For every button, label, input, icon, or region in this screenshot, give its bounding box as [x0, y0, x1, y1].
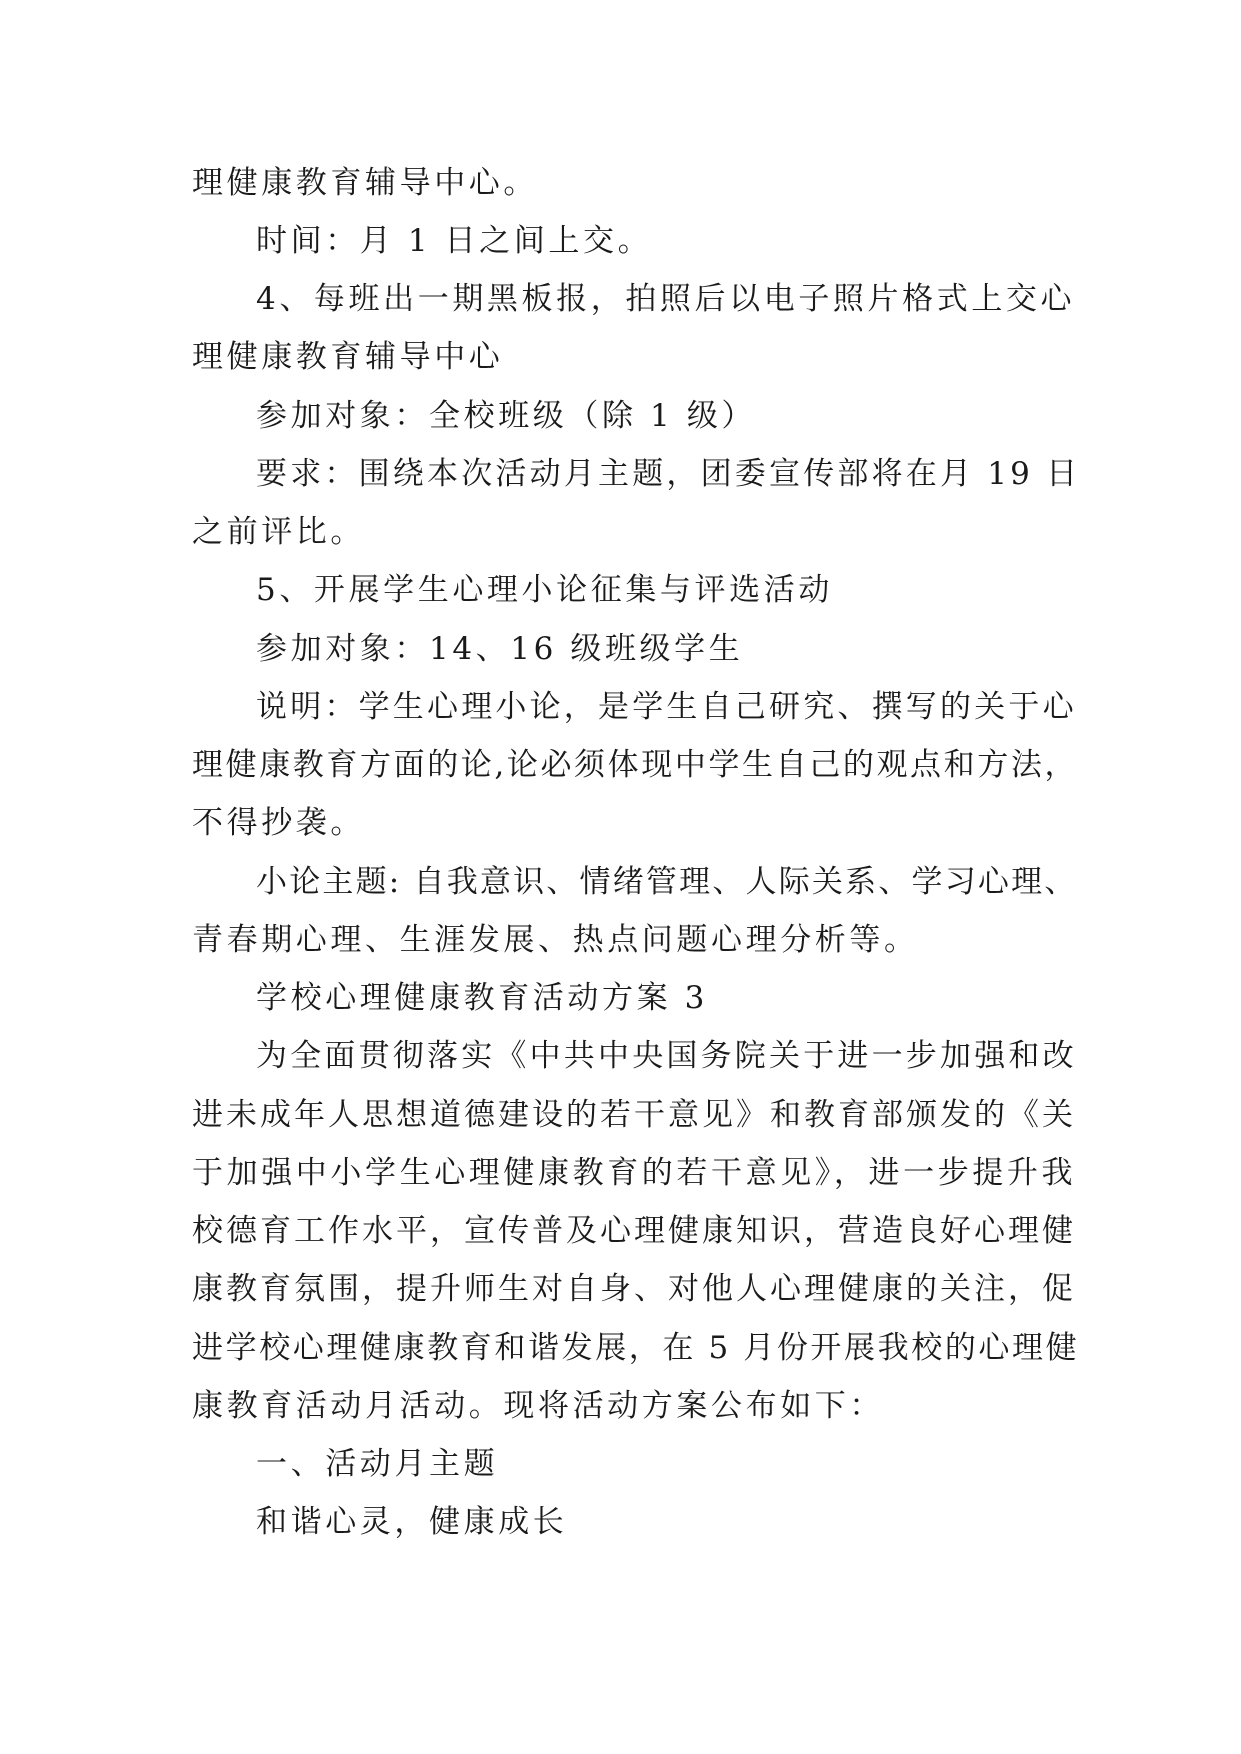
text-line: 和谐心灵，健康成长 [256, 1504, 568, 1540]
text-line: 学校心理健康教育活动方案 3 [256, 980, 708, 1016]
text-line: 5、开展学生心理小论征集与评选活动 [256, 572, 833, 608]
text-line: 要求：围绕本次活动月主题，团委宣传部将在月 19 日 [256, 456, 1081, 492]
text-line: 理健康教育方面的论,论必须体现中学生自己的观点和方法， [192, 747, 1079, 783]
text-line: 参加对象：14、16 级班级学生 [256, 631, 744, 667]
text-line: 进学校心理健康教育和谐发展，在 5 月份开展我校的心理健 [192, 1330, 1080, 1366]
text-line: 青春期心理、生涯发展、热点问题心理分析等。 [192, 922, 919, 958]
text-line: 康教育氛围，提升师生对自身、对他人心理健康的关注，促 [192, 1271, 1076, 1307]
text-line: 为全面贯彻落实《中共中央国务院关于进一步加强和改 [256, 1038, 1077, 1074]
text-line: 4、每班出一期黑板报，拍照后以电子照片格式上交心 [256, 281, 1076, 317]
text-line: 进未成年人思想道德建设的若干意见》和教育部颁发的《关 [192, 1097, 1076, 1133]
text-line: 一、活动月主题 [256, 1446, 499, 1482]
text-line: 说明：学生心理小论，是学生自己研究、撰写的关于心 [256, 689, 1077, 725]
text-line: 之前评比。 [192, 514, 365, 550]
text-line: 理健康教育辅导中心。 [192, 165, 538, 201]
text-line: 时间：月 1 日之间上交。 [256, 223, 653, 259]
text-line: 校德育工作水平，宣传普及心理健康知识，营造良好心理健 [192, 1213, 1076, 1249]
text-line: 不得抄袭。 [192, 805, 365, 841]
text-line: 康教育活动月活动。现将活动方案公布如下： [192, 1388, 884, 1424]
text-line: 小论主题: 自我意识、情绪管理、人际关系、学习心理、 [256, 864, 1078, 900]
text-line: 参加对象：全校班级（除 1 级） [256, 398, 757, 434]
text-line: 理健康教育辅导中心 [192, 339, 504, 375]
text-line: 于加强中小学生心理健康教育的若干意见》，进一步提升我 [192, 1155, 1077, 1191]
